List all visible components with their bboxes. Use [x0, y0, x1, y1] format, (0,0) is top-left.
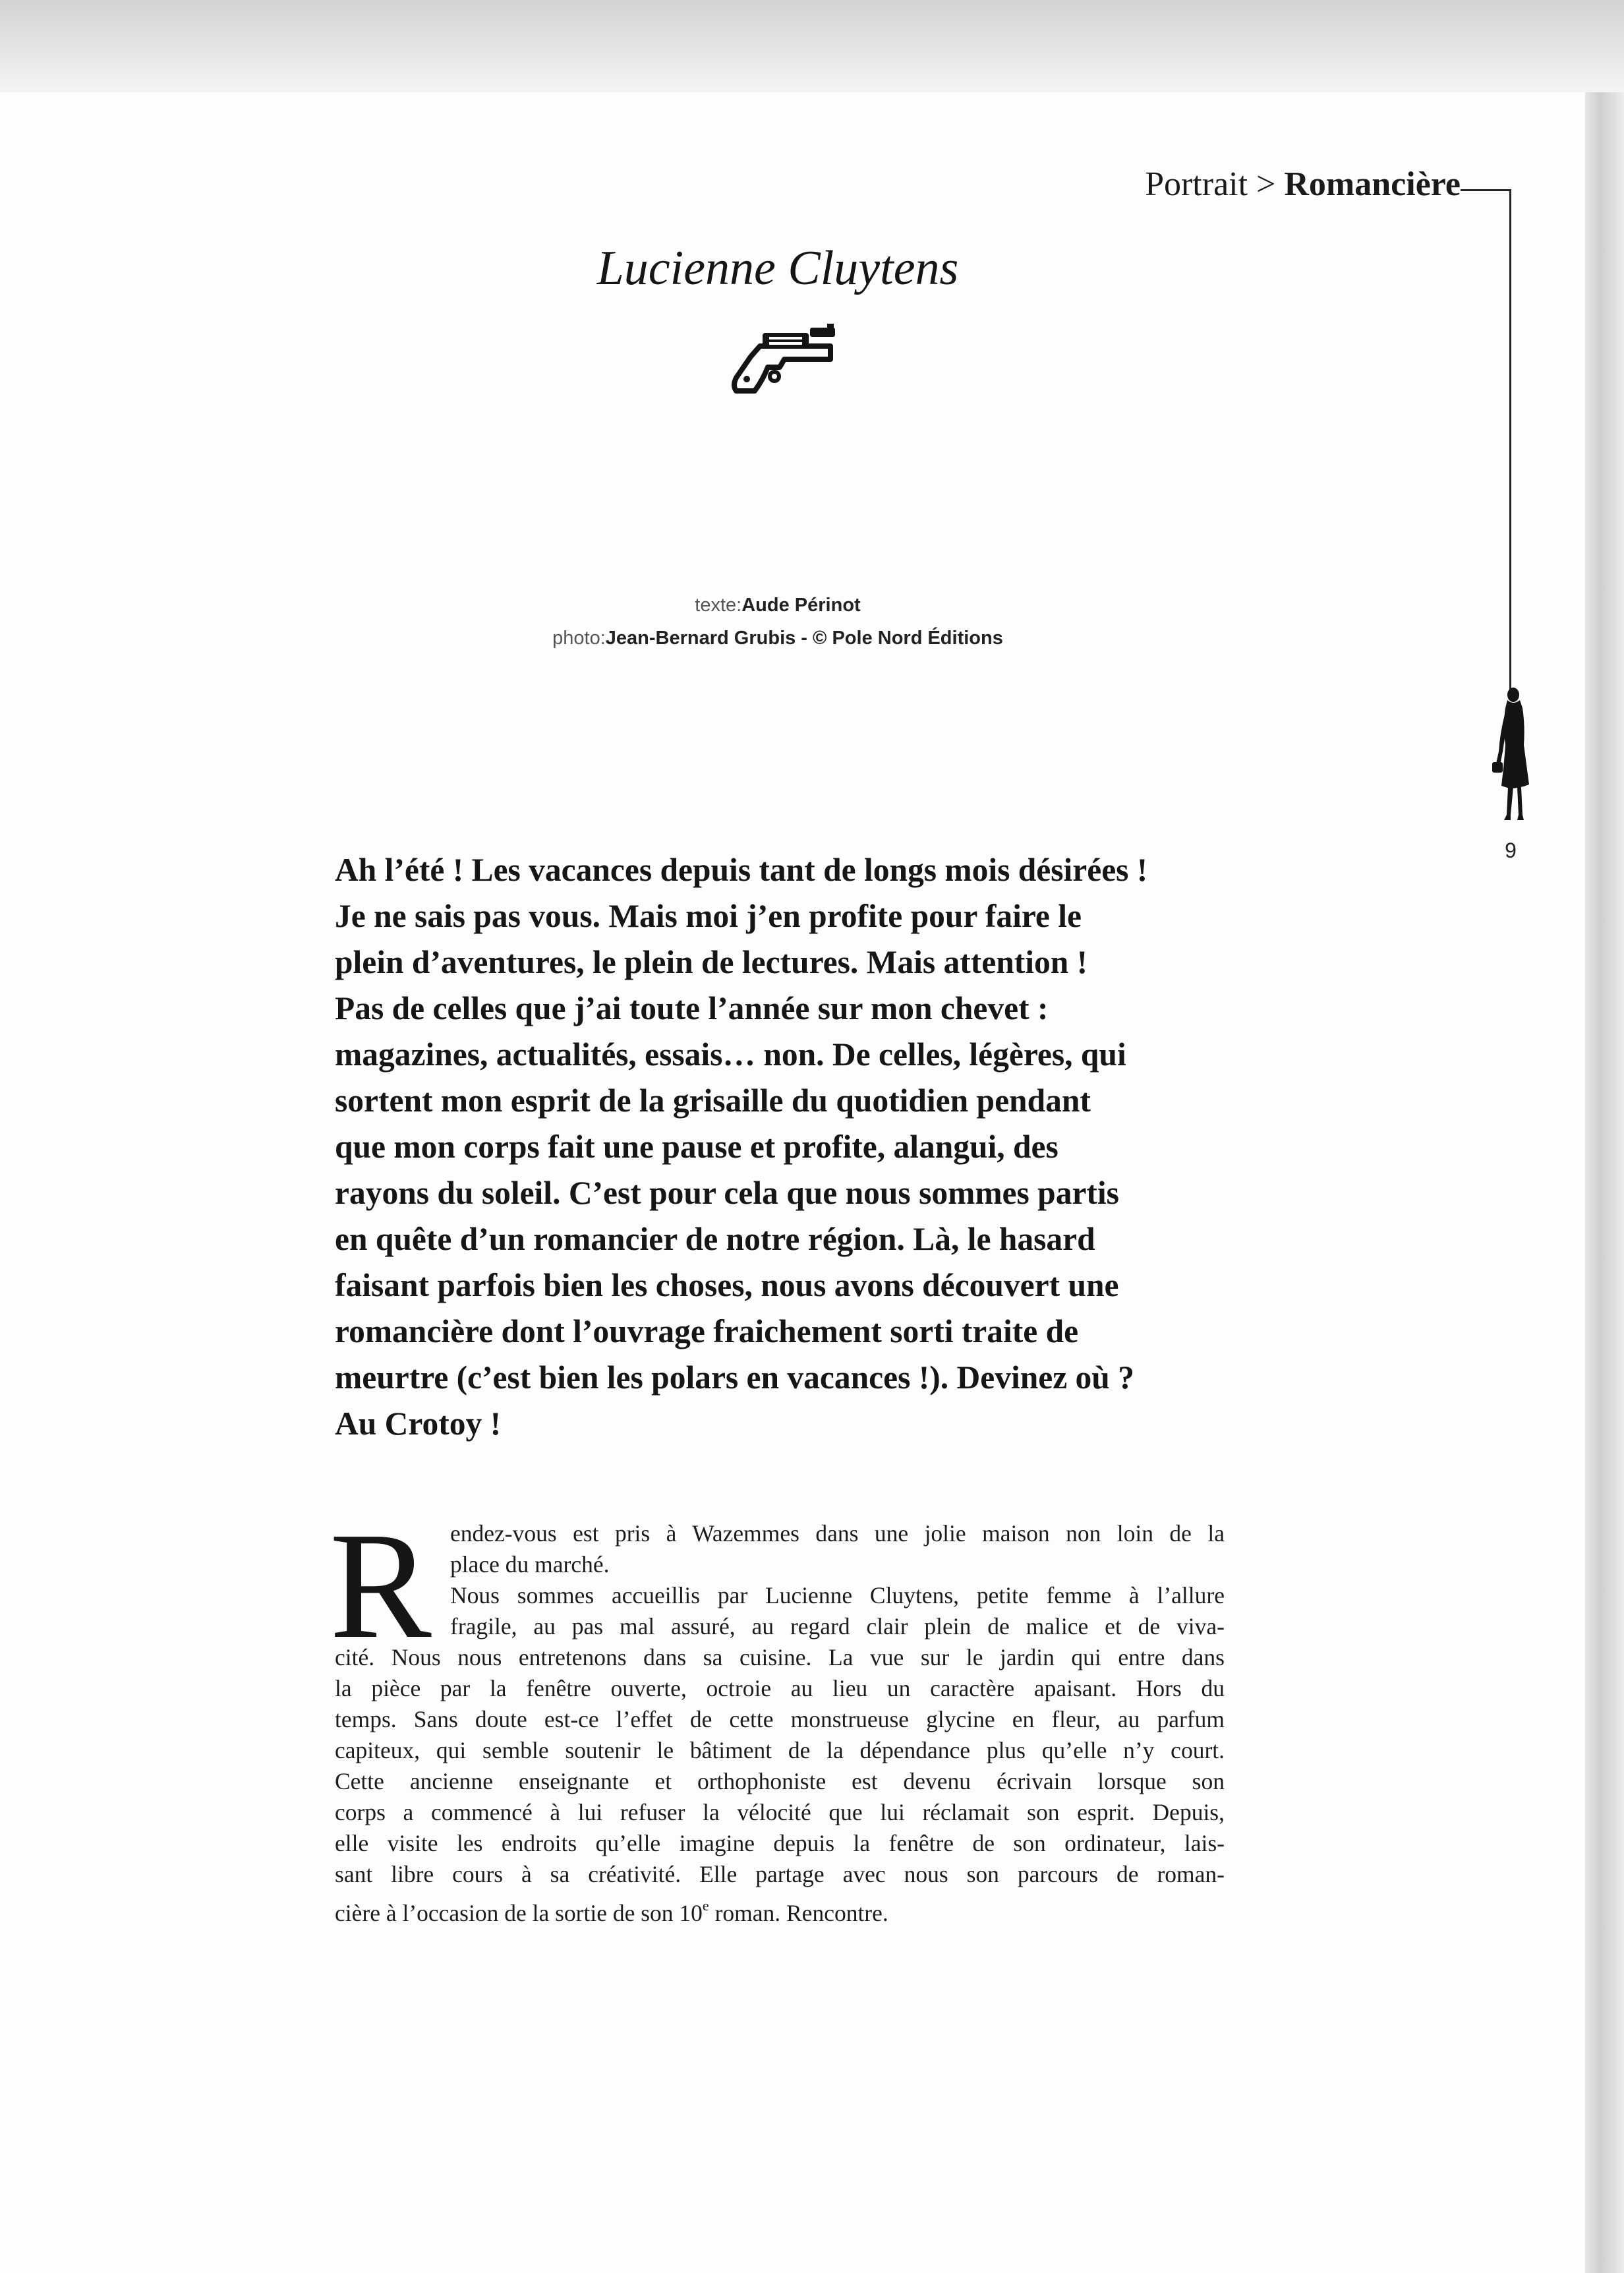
- body-line: Nous sommes accueillis par Lucienne Cluytens, petite femme à l’allure: [450, 1582, 1225, 1609]
- intro-line: Pas de celles que j’ai toute l’année sur mon chevet :: [335, 990, 1049, 1026]
- section-header: [1145, 165, 1461, 204]
- intro-line: meurtre (c’est bien les polars en vacances !). Devinez où ?: [335, 1359, 1134, 1396]
- credit-text: [461, 589, 1094, 622]
- intro-line: romancière dont l’ouvrage fraichement sorti traite de: [335, 1313, 1079, 1349]
- intro-line: Ah l’été ! Les vacances depuis tant de longs mois désirées !: [335, 852, 1148, 888]
- hanging-line-vertical: [1509, 189, 1511, 690]
- credit-photo: [461, 622, 1094, 655]
- ordinal-suffix: e: [702, 1897, 709, 1914]
- intro-line: rayons du soleil. C’est pour cela que nous sommes partis: [335, 1175, 1119, 1211]
- intro-line: magazines, actualités, essais… non. De celles, légères, qui: [335, 1036, 1126, 1073]
- section-separator: >: [1256, 165, 1276, 203]
- hanging-line-horizontal: [1461, 189, 1511, 191]
- credits: [461, 589, 1094, 655]
- article-intro: [335, 847, 1258, 1447]
- body-line: corps a commencé à lui refuser la vélocité que lui réclamait son esprit. Depuis,: [335, 1799, 1225, 1825]
- intro-line: Au Crotoy !: [335, 1405, 502, 1442]
- credit-text-label: texte:: [695, 595, 742, 616]
- woman-silhouette-icon: [1483, 686, 1542, 824]
- revolver-icon: [722, 320, 837, 396]
- body-line: sant libre cours à sa créativité. Elle partage avec nous son parcours de roman-: [335, 1861, 1225, 1887]
- intro-line: faisant parfois bien les choses, nous avons découvert une: [335, 1267, 1119, 1303]
- body-last-line: [335, 1890, 1225, 1929]
- body-line: la pièce par la fenêtre ouverte, octroie au lieu un caractère apaisant. Hors du: [335, 1675, 1225, 1701]
- subsection-label: Romancière: [1284, 165, 1461, 203]
- body-line: capiteux, qui semble soutenir le bâtiment de la dépendance plus qu’elle n’y court.: [335, 1737, 1225, 1763]
- credit-text-author: Aude Périnot: [741, 595, 861, 616]
- credit-photo-label: photo:: [552, 628, 606, 649]
- body-line: temps. Sans doute est-ce l’effet de cette monstrueuse glycine en fleur, au parfum: [335, 1706, 1225, 1732]
- page-edge: [1585, 92, 1624, 2273]
- intro-line: Je ne sais pas vous. Mais moi j’en profite pour faire le: [335, 898, 1082, 934]
- body-last-line-start: cière à l’occasion de la sortie de son 10: [335, 1900, 703, 1926]
- intro-line: en quête d’un romancier de notre région. Là, le hasard: [335, 1221, 1095, 1257]
- section-label: Portrait: [1145, 165, 1248, 203]
- article-body: [335, 1518, 1225, 1929]
- intro-line: plein d’aventures, le plein de lectures. Mais attention !: [335, 944, 1088, 980]
- body-line: fragile, au pas mal assuré, au regard clair plein de malice et de viva-: [450, 1613, 1225, 1639]
- credit-photo-author: Jean-Bernard Grubis - © Pole Nord Éditions: [605, 628, 1003, 649]
- body-line: endez-vous est pris à Wazemmes dans une jolie maison non loin de la: [450, 1520, 1225, 1547]
- article-title: Lucienne Cluytens: [596, 241, 959, 295]
- body-last-line-end: roman. Rencontre.: [709, 1900, 888, 1926]
- intro-line: que mon corps fait une pause et profite, alangui, des: [335, 1129, 1058, 1165]
- drop-cap: R: [330, 1501, 432, 1670]
- body-line: elle visite les endroits qu’elle imagine depuis la fenêtre de son ordinateur, lais-: [335, 1830, 1225, 1856]
- body-line: place du marché.: [450, 1551, 610, 1578]
- intro-line: sortent mon esprit de la grisaille du quotidien pendant: [335, 1082, 1091, 1119]
- page-number: 9: [1505, 839, 1517, 862]
- scan-background: [0, 0, 1624, 99]
- body-line: cité. Nous nous entretenons dans sa cuisine. La vue sur le jardin qui entre dans: [335, 1644, 1225, 1670]
- body-line: Cette ancienne enseignante et orthophoniste est devenu écrivain lorsque son: [335, 1768, 1225, 1794]
